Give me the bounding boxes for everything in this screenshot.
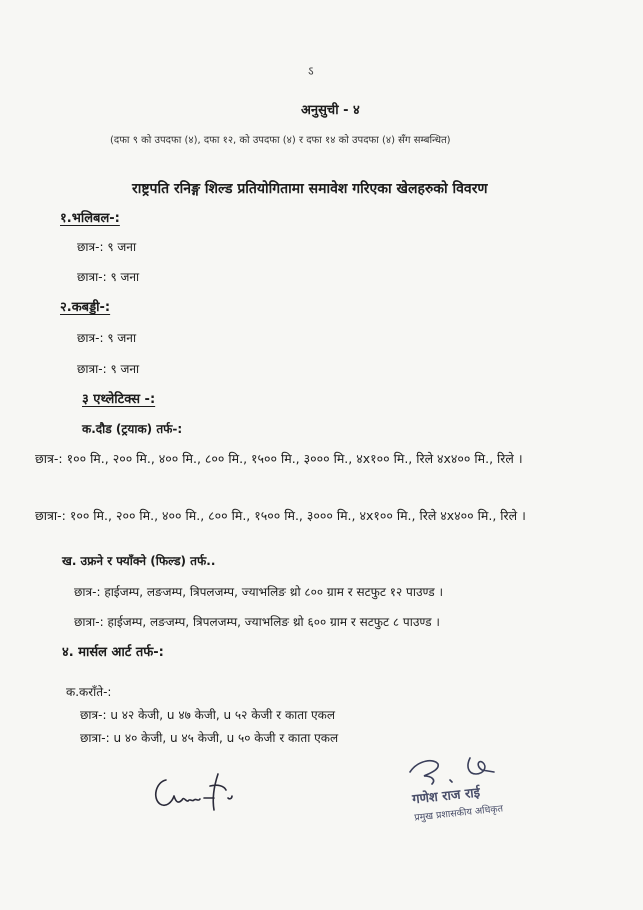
kabaddi-girls: छात्रा-: ९ जना: [77, 362, 140, 376]
track-heading: क.दौड (ट्रयाक) तर्फ-:: [82, 422, 183, 436]
kabaddi-boys: छात्र-: ९ जना: [77, 331, 137, 345]
document-subtitle: (दफा ९ को उपदफा (४), दफा १२, को उपदफा (४) र दफा १४ को उपदफा (४) सँग सम्बन्धित): [110, 135, 451, 146]
karate-boys: छात्र-: u ४२ केजी, u ४७ केजी, u ५२ केजी र काता एकल: [80, 708, 336, 722]
left-signature: [148, 768, 240, 818]
track-girls: छात्रा-: १०० मि., २०० मि., ४०० मि., ८०० मि., १५०० मि., ३००० मि., ४x१०० मि., रिले ४x४०० मि., रिले ।: [35, 508, 526, 523]
volleyball-girls: छात्रा-: ९ जना: [77, 270, 140, 284]
athletics-heading-text: ३ एथ्लेटिक्स -:: [82, 392, 156, 407]
martial-arts-heading: ४. मार्सल आर्ट तर्फ-:: [62, 645, 164, 660]
karate-heading: क.कराँते-:: [66, 685, 112, 699]
field-girls: छात्रा-: हाईजम्प, लङजम्प, त्रिपलजम्प, ज्याभलिङ थ्रो ६०० ग्राम र सटफुट ८ पाउण्ड ।: [74, 615, 440, 629]
athletics-heading: [82, 389, 155, 407]
karate-girls: छात्रा-: u ४० केजी, u ४५ केजी, u ५० केजी र काता एकल: [80, 731, 339, 745]
volleyball-boys: छात्र-: ९ जना: [77, 240, 137, 254]
track-boys: छात्र-: १०० मि., २०० मि., ४०० मि., ८०० मि., १५०० मि., ३००० मि., ४x१०० मि., रिले ४x४०० मि., रिले ।: [35, 451, 523, 466]
document-title: अनुसुची - ४: [301, 103, 360, 118]
kabaddi-heading: २.कबड्डी-:: [60, 300, 111, 315]
field-heading: ख. उफ्रने र फ्याँक्ने (फिल्ड) तर्फ..: [62, 554, 216, 568]
top-mark: ऽ: [308, 64, 314, 78]
volleyball-heading: १.भलिबल-:: [60, 211, 120, 226]
field-boys: छात्र-: हाईजम्प, लङजम्प, त्रिपलजम्प, ज्याभलिङ थ्रो ८०० ग्राम र सटफुट १२ पाउण्ड ।: [74, 585, 444, 599]
document-heading: राष्ट्रपति रनिङ्ग शिल्ड प्रतियोगितामा समावेश गरिएका खेलहरुको विवरण: [132, 181, 488, 197]
stamp-designation: प्रमुख प्रशासकीय अधिकृत: [413, 803, 504, 824]
stamp-name: गणेश राज राई: [411, 785, 481, 808]
